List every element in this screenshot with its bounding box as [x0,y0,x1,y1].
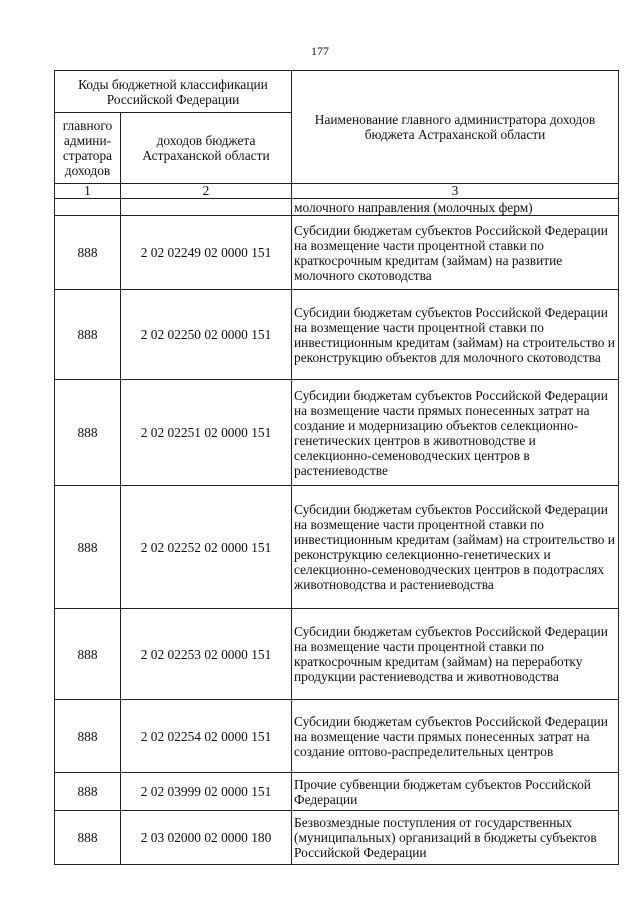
income-code-cell: 2 03 02000 02 0000 180 [121,811,292,865]
codes-header: Коды бюджетной классификации Российской Федерации [55,71,292,113]
table-row [55,380,619,486]
table-row [55,216,619,290]
income-column-header: доходов бюджета Астраханской области [121,113,292,184]
table-row [55,290,619,380]
table-row [55,486,619,609]
table-row [55,700,619,773]
name-cell: Прочие субвенции бюджетам субъектов Российской Федерации [292,773,619,811]
admin-code-cell: 888 [55,216,121,290]
continuation-row [55,199,619,216]
table-row [55,609,619,700]
income-code-cell: 2 02 02252 02 0000 151 [121,486,292,609]
empty-cell [121,199,292,216]
column-number-2: 2 [121,184,292,199]
income-code-cell: 2 02 03999 02 0000 151 [121,773,292,811]
admin-code-cell: 888 [55,811,121,865]
name-cell: Субсидии бюджетам субъектов Российской Федерации на возмещение части прямых понесенных затрат на создание и модернизацию объектов селекционно-генетических центров в животноводстве и селекционно-семеноводческих центров в растениеводстве [292,380,619,486]
name-cell: Безвозмездные поступления от государственных (муниципальных) организаций в бюджеты субъектов Российской Федерации [292,811,619,865]
name-cell: Субсидии бюджетам субъектов Российской Федерации на возмещение части процентной ставки по краткосрочным кредитам (займам) на развитие молочного скотоводства [292,216,619,290]
income-code-cell: 2 02 02251 02 0000 151 [121,380,292,486]
column-number-1: 1 [55,184,121,199]
continuation-text: молочного направления (молочных ферм) [292,199,619,216]
name-cell: Субсидии бюджетам субъектов Российской Федерации на возмещение части процентной ставки по краткосрочным кредитам (займам) на переработку продукции растениеводства и животноводства [292,609,619,700]
name-column-header: Наименование главного администратора доходов бюджета Астраханской области [292,71,619,184]
name-cell: Субсидии бюджетам субъектов Российской Федерации на возмещение части процентной ставки по инвестиционным кредитам (займам) на строительство и реконструкцию объектов для молочного скотоводства [292,290,619,380]
admin-code-cell: 888 [55,700,121,773]
income-code-cell: 2 02 02254 02 0000 151 [121,700,292,773]
column-number-3: 3 [292,184,619,199]
table-row [55,773,619,811]
column-number-row [55,184,619,199]
table-row [55,811,619,865]
income-code-cell: 2 02 02249 02 0000 151 [121,216,292,290]
empty-cell [55,199,121,216]
header-row [55,71,619,113]
income-code-cell: 2 02 02250 02 0000 151 [121,290,292,380]
name-cell: Субсидии бюджетам субъектов Российской Федерации на возмещение части процентной ставки по инвестиционным кредитам (займам) на строительство и реконструкцию селекционно-генетических и селекционно-семеноводческих центров в подотраслях животноводства и растениеводства [292,486,619,609]
budget-classification-table [54,70,619,865]
page-number: 177 [311,44,329,58]
admin-code-cell: 888 [55,773,121,811]
admin-column-header: главного админи-стратора доходов [55,113,121,184]
name-cell: Субсидии бюджетам субъектов Российской Федерации на возмещение части прямых понесенных затрат на создание оптово-распределительных центров [292,700,619,773]
income-code-cell: 2 02 02253 02 0000 151 [121,609,292,700]
admin-code-cell: 888 [55,609,121,700]
admin-code-cell: 888 [55,380,121,486]
admin-code-cell: 888 [55,486,121,609]
admin-code-cell: 888 [55,290,121,380]
